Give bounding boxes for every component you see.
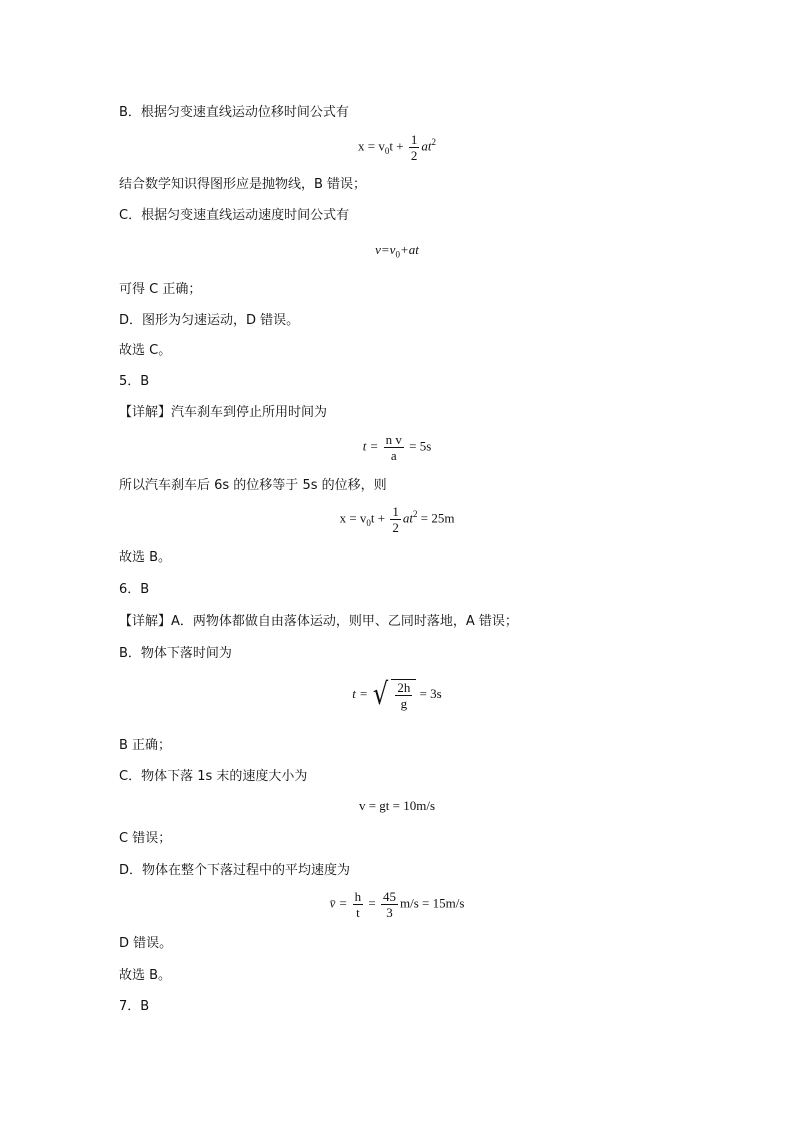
text-line: 故选 B。 [119, 968, 172, 983]
text-line: 故选 B。 [119, 550, 172, 565]
text-line: 【详解】汽车刹车到停止所用时间为 [119, 405, 328, 420]
text-line: 故选 C。 [119, 343, 172, 358]
text-line: 可得 C 正确； [119, 282, 202, 297]
text-line: 【详解】A．两物体都做自由落体运动，则甲、乙同时落地，A 错误； [119, 614, 518, 629]
text-line: 所以汽车刹车后 6s 的位移等于 5s 的位移，则 [119, 478, 387, 493]
text-line: B．物体下落时间为 [119, 646, 232, 661]
text-line: D 错误。 [119, 936, 173, 951]
text-line: C．根据匀变速直线运动速度时间公式有 [119, 208, 350, 223]
text-line: B．根据匀变速直线运动位移时间公式有 [119, 105, 349, 120]
text-line: D．图形为匀速运动，D 错误。 [119, 313, 300, 328]
formula-displacement-25m: $x = v_0t$ + $\frac{1}{2}$ $at^2 = 25m$ [339, 504, 455, 535]
text-line: B 正确； [119, 738, 172, 753]
answer-number: 6．B [119, 582, 150, 597]
formula-average-speed: v̄ = $\frac{h}{t}$ = $\frac{45}{3}$ m/s = 15m/s [329, 889, 465, 920]
text-line: 结合数学知识得图形应是抛物线，B 错误； [119, 177, 367, 192]
sqrt-icon: √ [373, 677, 389, 712]
answer-number: 7．B [119, 999, 150, 1014]
text-line: C．物体下落 1s 末的速度大小为 [119, 769, 308, 784]
formula-stop-time: t = $\frac{\text{n v}}{a}$ = 5s [362, 432, 432, 463]
answer-number: 5．B [119, 374, 150, 389]
formula-displacement: $x = v_0t$ + $\frac{1}{2}$ $at^2$ [358, 132, 436, 163]
text-line: D．物体在整个下落过程中的平均速度为 [119, 863, 351, 878]
text-line: C 错误； [119, 831, 172, 846]
formula-fall-time: t = √ $\frac{2h}{g}$ = 3s [352, 677, 442, 712]
formula-speed: v = gt = 10m/s [358, 798, 436, 813]
formula-velocity: $v=v_0+at$ [375, 242, 419, 260]
